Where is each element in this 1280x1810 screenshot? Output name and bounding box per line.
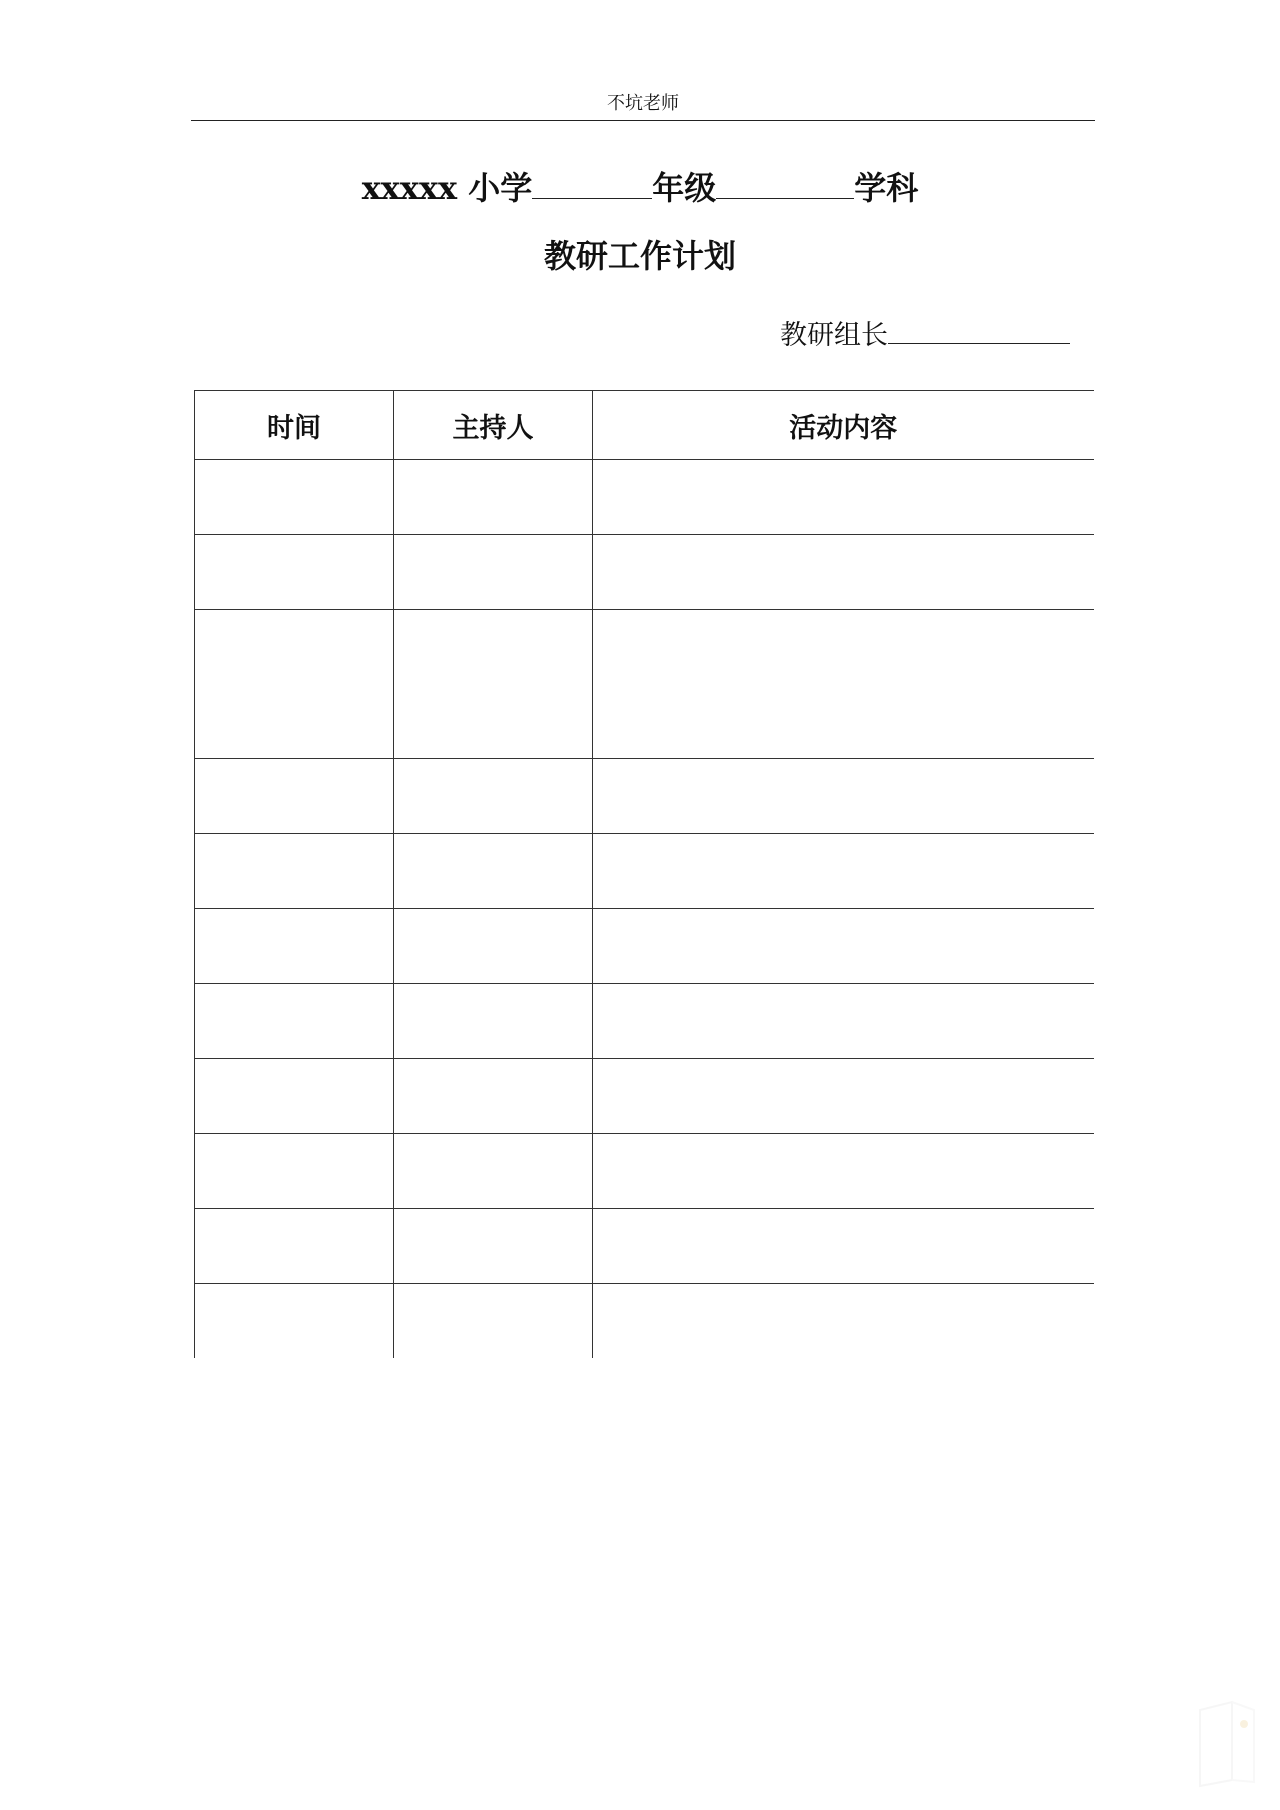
cell-time <box>195 984 394 1059</box>
table-row <box>195 759 1094 834</box>
table-row <box>195 984 1094 1059</box>
cell-host <box>394 535 593 610</box>
school-name: xxxxx 小学 <box>361 169 533 207</box>
table-row <box>195 1059 1094 1134</box>
table-row <box>195 1284 1094 1359</box>
cell-host <box>394 759 593 834</box>
cell-time <box>195 909 394 984</box>
grade-blank <box>532 166 652 199</box>
cell-activity <box>593 1209 1094 1284</box>
cell-activity <box>593 1059 1094 1134</box>
cell-time <box>195 1209 394 1284</box>
cell-activity <box>593 535 1094 610</box>
cell-time <box>195 759 394 834</box>
table-row <box>195 909 1094 984</box>
cell-time <box>195 610 394 759</box>
leader-field <box>780 313 1096 349</box>
column-header-host: 主持人 <box>394 391 593 460</box>
cell-host <box>394 460 593 535</box>
cell-activity <box>593 1284 1094 1359</box>
table-row <box>195 1209 1094 1284</box>
cell-host <box>394 834 593 909</box>
grade-label: 年级 <box>652 169 717 207</box>
cell-activity <box>593 834 1094 909</box>
cell-time <box>195 1134 394 1209</box>
cell-activity <box>593 460 1094 535</box>
cell-host <box>394 610 593 759</box>
cell-host <box>394 984 593 1059</box>
cell-host <box>394 1134 593 1209</box>
subject-label: 学科 <box>854 169 919 207</box>
cell-host <box>394 1209 593 1284</box>
leader-label: 教研组长 <box>780 320 888 351</box>
cell-activity <box>593 984 1094 1059</box>
watermark-icon <box>1192 1690 1262 1790</box>
table-row <box>195 1134 1094 1209</box>
plan-table <box>194 390 1094 1358</box>
table-header-row <box>195 391 1094 460</box>
page-header <box>191 92 1095 121</box>
cell-activity <box>593 1134 1094 1209</box>
cell-time <box>195 834 394 909</box>
table-row <box>195 535 1094 610</box>
cell-activity <box>593 610 1094 759</box>
cell-host <box>394 1059 593 1134</box>
cell-time <box>195 1059 394 1134</box>
table-row <box>195 460 1094 535</box>
running-title: 不坑老师 <box>607 93 679 114</box>
cell-activity <box>593 759 1094 834</box>
document-subtitle: 教研工作计划 <box>543 237 736 275</box>
leader-blank <box>888 313 1070 344</box>
document-title <box>0 166 1280 210</box>
table-row <box>195 834 1094 909</box>
cell-time <box>195 535 394 610</box>
column-header-time: 时间 <box>195 391 394 460</box>
cell-host <box>394 1284 593 1359</box>
cell-time <box>195 1284 394 1359</box>
subject-blank <box>716 166 854 199</box>
table-row <box>195 610 1094 759</box>
cell-time <box>195 460 394 535</box>
cell-host <box>394 909 593 984</box>
column-header-activity: 活动内容 <box>593 391 1094 460</box>
cell-activity <box>593 909 1094 984</box>
